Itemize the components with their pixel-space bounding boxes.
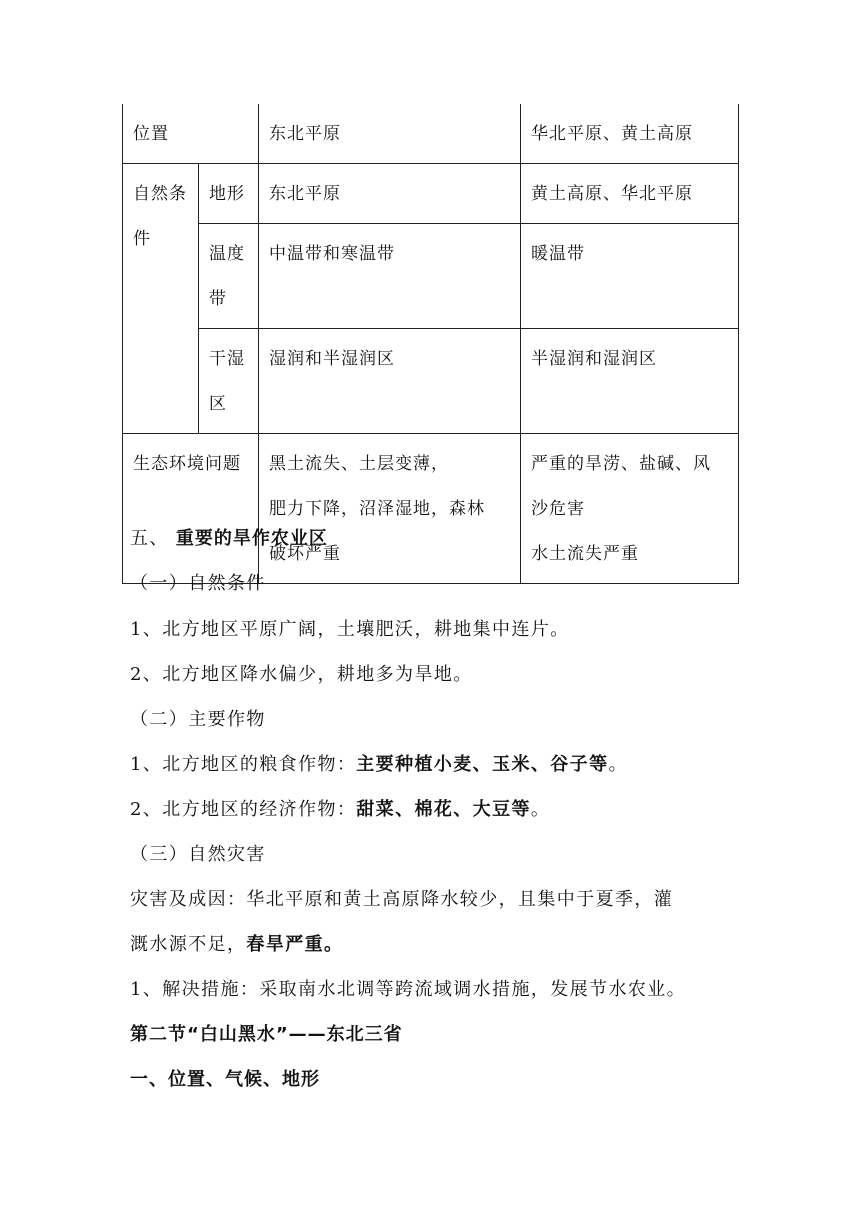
emphasis-text: 主要种植小麦、玉米、谷子等: [356, 754, 609, 775]
paragraph-grain-crops: [130, 742, 740, 787]
paragraph: 2、北方地区降水偏少，耕地多为旱地。: [130, 664, 473, 685]
text: 。: [608, 754, 628, 775]
paragraph-solutions: 1、解决措施：采取南水北调等跨流域调水措施，发展节水农业。: [130, 979, 687, 1000]
paragraph-cash-crops: [130, 787, 740, 832]
cell-position-north: 华北平原、黄土高原: [521, 104, 739, 164]
comparison-table: [122, 104, 739, 584]
paragraph-disasters-line1: 灾害及成因：华北平原和黄土高原降水较少，且集中于夏季，灌: [130, 889, 674, 910]
eco-northeast-line: 肥力下降，沼泽湿地，森林: [269, 499, 485, 519]
row-label-eco-problems: 生态环境问题: [123, 434, 259, 584]
cell-terrain-north: 黄土高原、华北平原: [521, 164, 739, 224]
cell-temperature-northeast: 中温带和寒温带: [259, 224, 521, 329]
subheading-natural-conditions: （一）自然条件: [130, 573, 266, 594]
row-label-humidity: 干湿区: [199, 329, 259, 434]
chapter-subheading: 一、位置、气候、地形: [130, 1069, 320, 1090]
eco-north-line: 水土流失严重: [531, 544, 639, 564]
table-row: [123, 164, 739, 224]
natural-conditions-text: 自然条件: [133, 184, 187, 249]
text: 1、北方地区的粮食作物：: [130, 754, 357, 775]
cell-humidity-north: 半湿润和湿润区: [521, 329, 739, 434]
emphasis-text: 春旱严重。: [246, 934, 344, 955]
text: 溉水源不足，: [130, 934, 247, 955]
text: 2、北方地区的经济作物：: [130, 799, 357, 820]
cell-temperature-north: 暖温带: [521, 224, 739, 329]
row-label-temperature: 温度带: [199, 224, 259, 329]
cell-terrain-northeast: 东北平原: [259, 164, 521, 224]
section-number: 五、: [130, 528, 176, 549]
row-label-position: 位置: [123, 104, 259, 164]
text: 。: [530, 799, 551, 820]
section-title: 重要的旱作农业区: [175, 528, 328, 549]
chapter-title: 第二节“白山黑水”——东北三省: [130, 1024, 403, 1045]
eco-northeast-line: 破坏严重: [269, 544, 341, 564]
row-label-natural-conditions: [123, 164, 199, 434]
cell-position-northeast: 东北平原: [259, 104, 521, 164]
table-row: [123, 224, 739, 329]
section-heading: [130, 516, 740, 561]
eco-northeast-line: 黑土流失、土层变薄，: [269, 454, 449, 474]
eco-north-line: 严重的旱涝、盐碱、风: [531, 454, 711, 474]
subheading-natural-disasters: （三）自然灾害: [130, 844, 266, 865]
paragraph: 1、北方地区平原广阔，土壤肥沃，耕地集中连片。: [130, 619, 570, 640]
paragraph-disasters-line2: [130, 922, 740, 967]
eco-north-line: 沙危害: [531, 499, 585, 519]
table-row: [123, 329, 739, 434]
emphasis-text: 甜菜、棉花、大豆等: [356, 799, 531, 820]
table-row: [123, 104, 739, 164]
subheading-main-crops: （二）主要作物: [130, 709, 266, 730]
row-label-terrain: 地形: [199, 164, 259, 224]
cell-humidity-northeast: 湿润和半湿润区: [259, 329, 521, 434]
